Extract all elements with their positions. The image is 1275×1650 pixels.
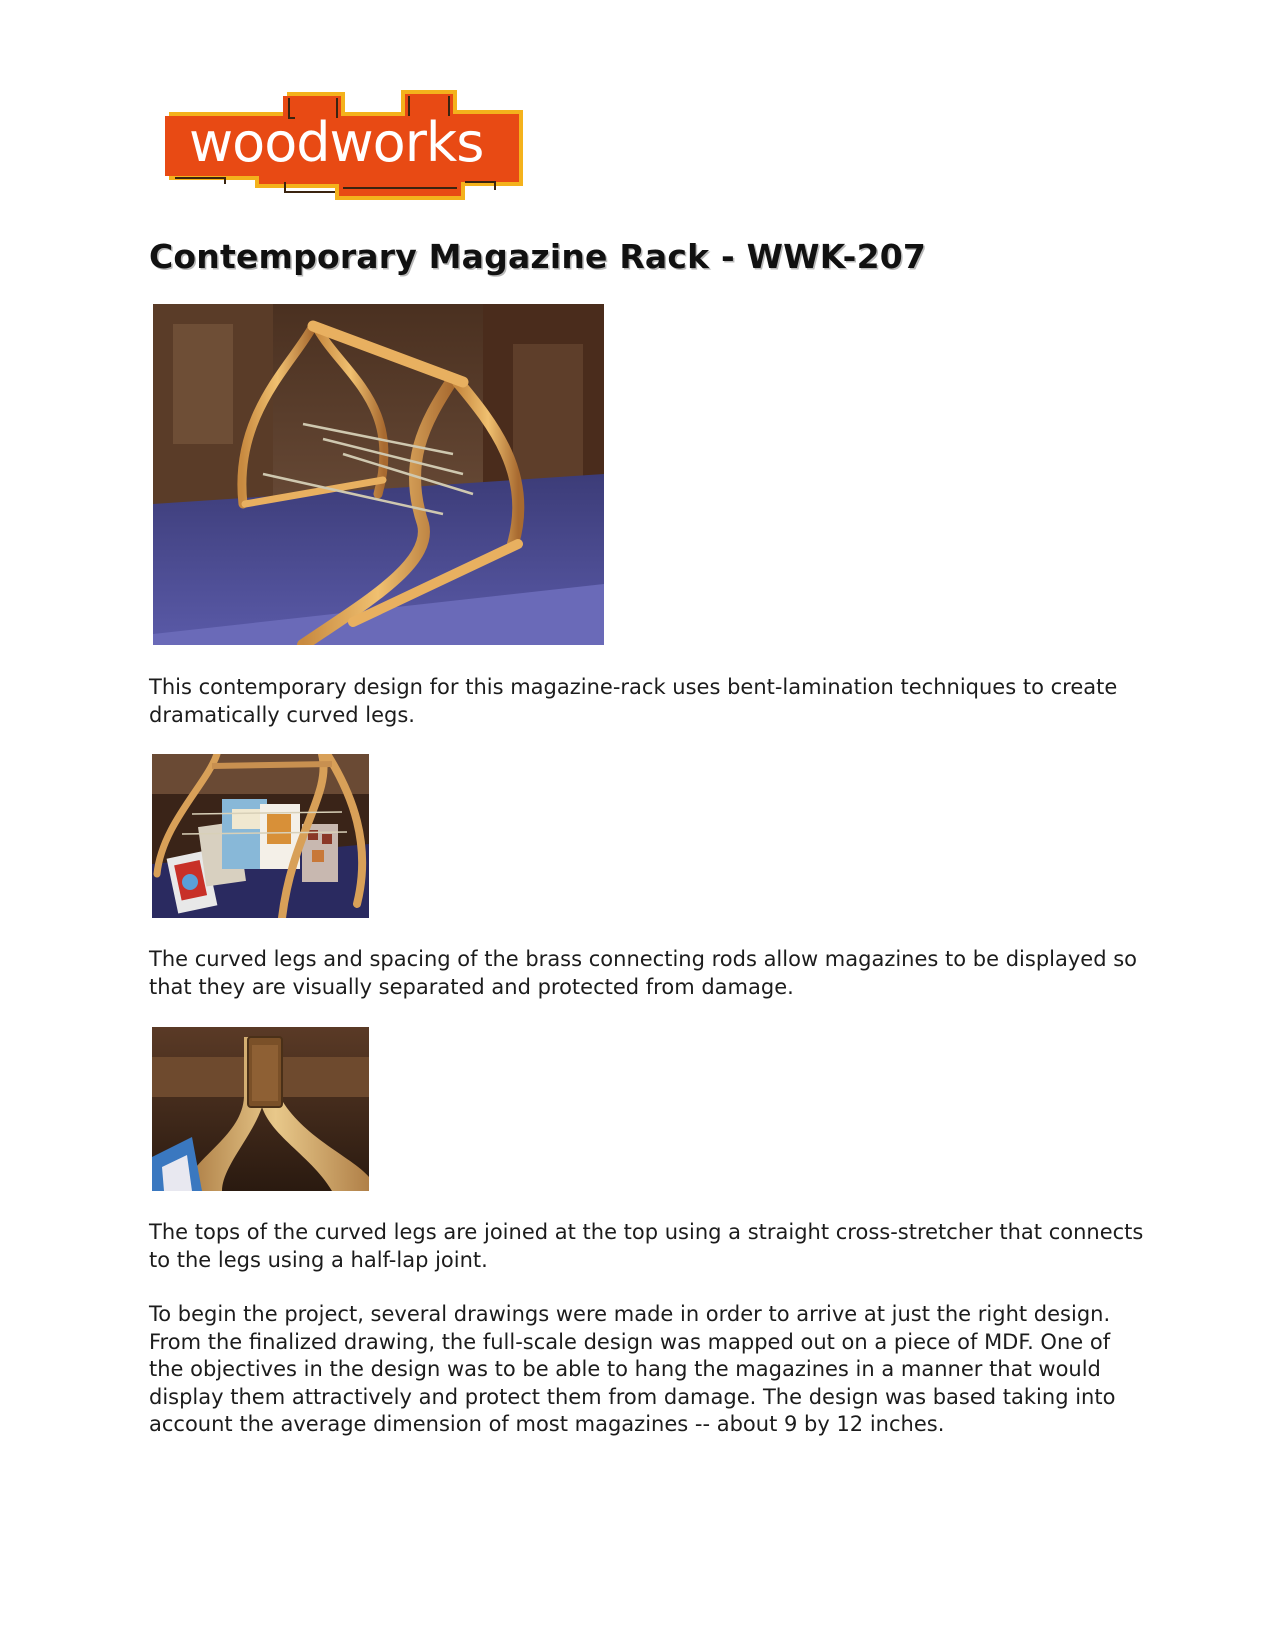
page-title: Contemporary Magazine Rack - WWK-207 [149, 237, 927, 276]
magazines-display-photo [152, 754, 369, 918]
design-paragraph: To begin the project, several drawings were made in order to arrive at just the right design. From the finalized drawing, the full-scale design was mapped out on a piece of MDF. One of the objectives in the design was to be able to hang the magazines in a manner that would display them attractively and protect them from damage. The design was based taking into account the average dimension of most magazines -- about 9 by 12 inches. [149, 1302, 1116, 1436]
intro-paragraph: This contemporary design for this magazine-rack uses bent-lamination techniques to create dramatically curved legs. [149, 675, 1118, 727]
magazine-rack-photo [153, 304, 604, 645]
rods-paragraph: The curved legs and spacing of the brass connecting rods allow magazines to be displayed so that they are visually separated and protected from damage. [149, 947, 1137, 999]
woodworks-logo [165, 88, 527, 204]
logo-wordmark: woodworks [189, 111, 484, 174]
joint-paragraph: The tops of the curved legs are joined at the top using a straight cross-stretcher that connects to the legs using a half-lap joint. [149, 1220, 1144, 1272]
half-lap-joint-photo [152, 1027, 369, 1191]
